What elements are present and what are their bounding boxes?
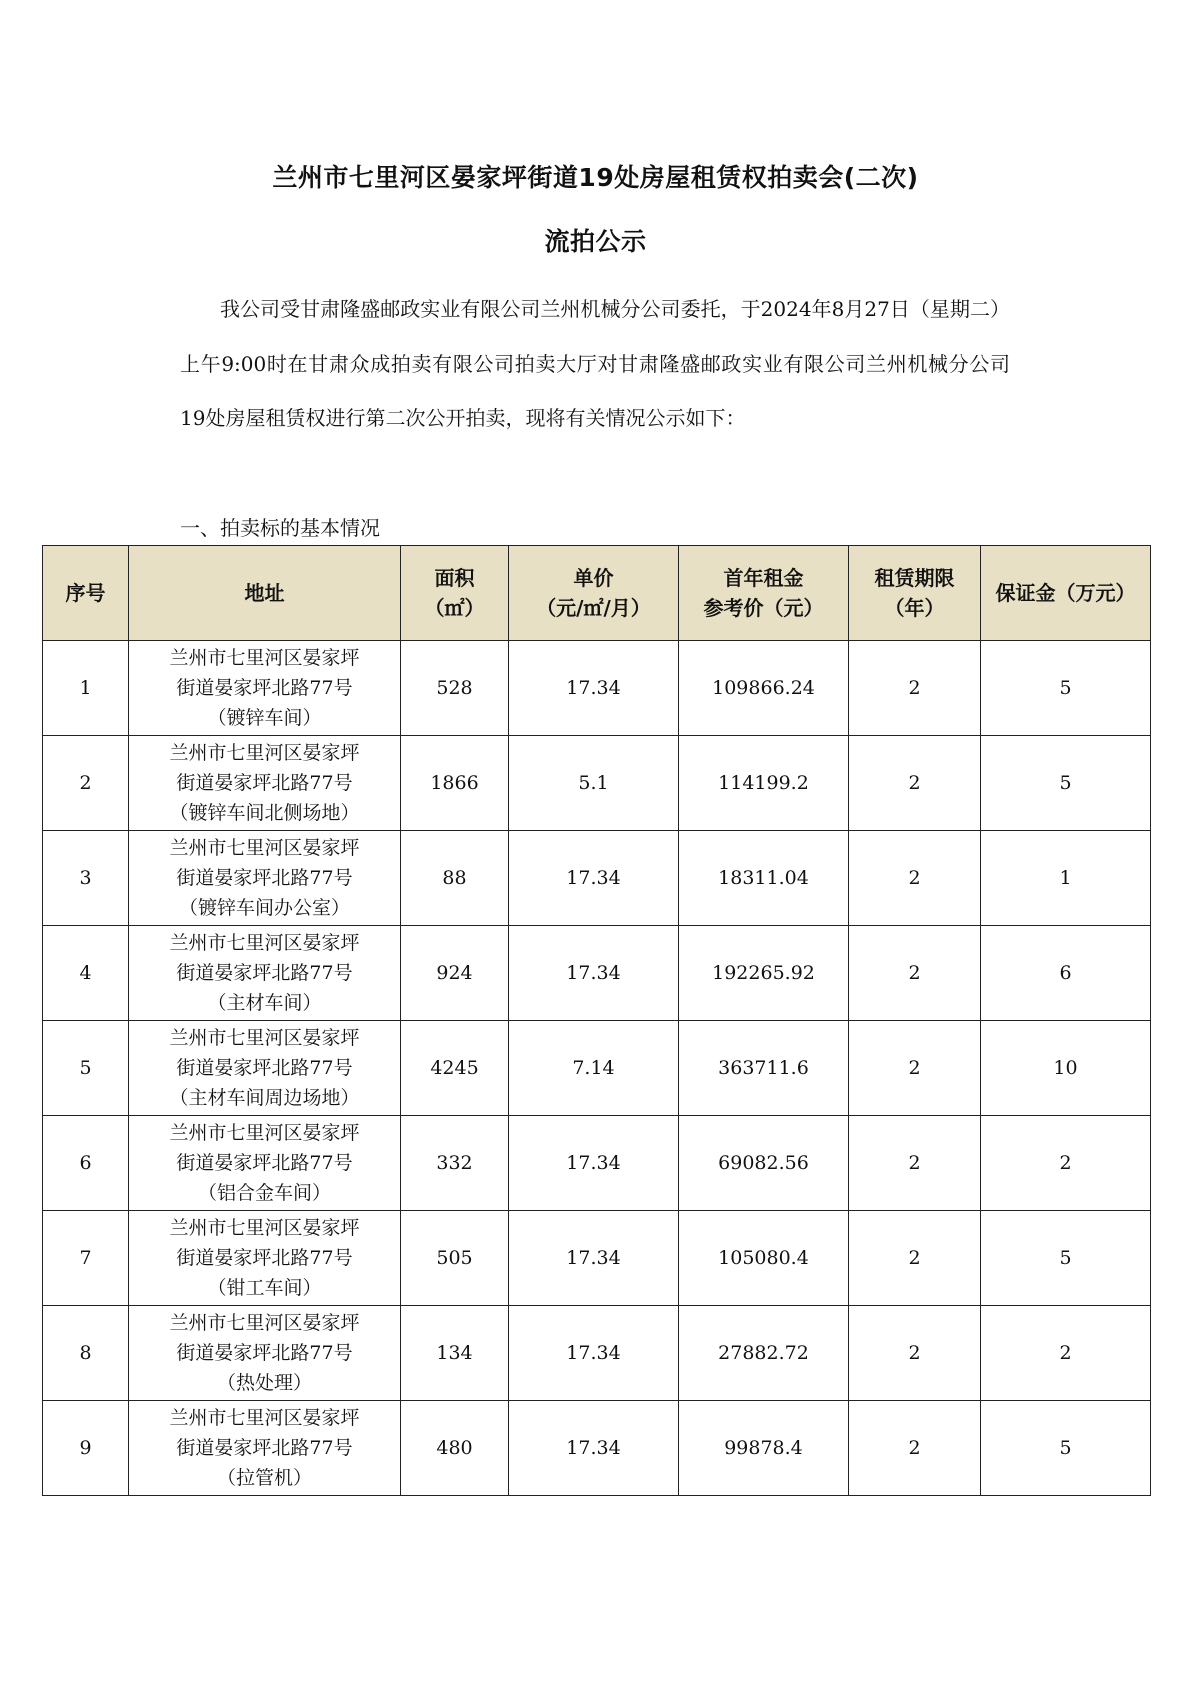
- cell-deposit: 2: [981, 1306, 1151, 1401]
- header-term-line2: （年）: [884, 596, 945, 620]
- cell-first-year-rent: 27882.72: [679, 1306, 849, 1401]
- cell-unit-price: 17.34: [509, 641, 679, 736]
- cell-deposit: 5: [981, 641, 1151, 736]
- cell-area: 924: [401, 926, 509, 1021]
- cell-first-year-rent: 69082.56: [679, 1116, 849, 1211]
- cell-deposit: 5: [981, 1401, 1151, 1496]
- header-deposit: 保证金（万元）: [981, 546, 1151, 641]
- cell-lease-term: 2: [849, 1401, 981, 1496]
- cell-lease-term: 2: [849, 1211, 981, 1306]
- header-rent-line1: 首年租金: [723, 566, 804, 590]
- cell-unit-price: 17.34: [509, 1116, 679, 1211]
- document-subtitle: 流拍公示: [544, 227, 647, 256]
- table-row: [43, 1306, 1151, 1401]
- cell-address: 兰州市七里河区晏家坪 街道晏家坪北路77号 （镀锌车间办公室）: [129, 831, 401, 926]
- cell-no: 9: [43, 1401, 129, 1496]
- table-row: [43, 1021, 1151, 1116]
- header-area-line1: 面积: [434, 566, 475, 590]
- cell-no: 8: [43, 1306, 129, 1401]
- cell-deposit: 5: [981, 1211, 1151, 1306]
- cell-address: 兰州市七里河区晏家坪 街道晏家坪北路77号 （镀锌车间北侧场地）: [129, 736, 401, 831]
- cell-first-year-rent: 105080.4: [679, 1211, 849, 1306]
- cell-area: 528: [401, 641, 509, 736]
- cell-address: 兰州市七里河区晏家坪 街道晏家坪北路77号 （拉管机）: [129, 1401, 401, 1496]
- cell-lease-term: 2: [849, 926, 981, 1021]
- table-row: [43, 831, 1151, 926]
- cell-no: 4: [43, 926, 129, 1021]
- cell-no: 6: [43, 1116, 129, 1211]
- header-area-line2: （㎡）: [424, 596, 485, 620]
- cell-deposit: 6: [981, 926, 1151, 1021]
- auction-items-table: [42, 545, 1151, 1496]
- table-row: [43, 1211, 1151, 1306]
- cell-first-year-rent: 114199.2: [679, 736, 849, 831]
- cell-deposit: 1: [981, 831, 1151, 926]
- table-row: [43, 926, 1151, 1021]
- cell-address: 兰州市七里河区晏家坪 街道晏家坪北路77号 （镀锌车间）: [129, 641, 401, 736]
- cell-lease-term: 2: [849, 1306, 981, 1401]
- cell-unit-price: 17.34: [509, 831, 679, 926]
- cell-address: 兰州市七里河区晏家坪 街道晏家坪北路77号 （铝合金车间）: [129, 1116, 401, 1211]
- cell-deposit: 10: [981, 1021, 1151, 1116]
- cell-no: 3: [43, 831, 129, 926]
- intro-paragraph: 我公司受甘肃隆盛邮政实业有限公司兰州机械分公司委托，于2024年8月27日（星期二）上午9:00时在甘肃众成拍卖有限公司拍卖大厅对甘肃隆盛邮政实业有限公司兰州机械分公司19处房屋租赁权进行第二次公开拍卖，现将有关情况公示如下：: [180, 297, 1010, 430]
- header-term-line1: 租赁期限: [874, 566, 955, 590]
- cell-first-year-rent: 363711.6: [679, 1021, 849, 1116]
- header-rent-line2: 参考价（元）: [703, 596, 824, 620]
- cell-area: 134: [401, 1306, 509, 1401]
- cell-first-year-rent: 109866.24: [679, 641, 849, 736]
- cell-unit-price: 5.1: [509, 736, 679, 831]
- cell-lease-term: 2: [849, 831, 981, 926]
- table-header-row: [43, 546, 1151, 641]
- table-row: [43, 736, 1151, 831]
- cell-unit-price: 17.34: [509, 1401, 679, 1496]
- cell-first-year-rent: 18311.04: [679, 831, 849, 926]
- cell-deposit: 5: [981, 736, 1151, 831]
- cell-area: 332: [401, 1116, 509, 1211]
- cell-address: 兰州市七里河区晏家坪 街道晏家坪北路77号 （主材车间）: [129, 926, 401, 1021]
- cell-deposit: 2: [981, 1116, 1151, 1211]
- cell-unit-price: 7.14: [509, 1021, 679, 1116]
- document-title: 兰州市七里河区晏家坪街道19处房屋租赁权拍卖会(二次): [272, 163, 919, 192]
- cell-lease-term: 2: [849, 1021, 981, 1116]
- cell-address: 兰州市七里河区晏家坪 街道晏家坪北路77号 （主材车间周边场地）: [129, 1021, 401, 1116]
- header-area: [401, 546, 509, 641]
- cell-address: 兰州市七里河区晏家坪 街道晏家坪北路77号 （钳工车间）: [129, 1211, 401, 1306]
- cell-area: 1866: [401, 736, 509, 831]
- header-price-line2: （元/㎡/月）: [536, 596, 651, 620]
- cell-unit-price: 17.34: [509, 926, 679, 1021]
- cell-unit-price: 17.34: [509, 1211, 679, 1306]
- cell-lease-term: 2: [849, 641, 981, 736]
- header-first-year-rent: [679, 546, 849, 641]
- cell-no: 5: [43, 1021, 129, 1116]
- table-row: [43, 1401, 1151, 1496]
- header-no: 序号: [43, 546, 129, 641]
- header-lease-term: [849, 546, 981, 641]
- table-row: [43, 1116, 1151, 1211]
- cell-area: 4245: [401, 1021, 509, 1116]
- table-row: [43, 641, 1151, 736]
- cell-no: 1: [43, 641, 129, 736]
- cell-unit-price: 17.34: [509, 1306, 679, 1401]
- section-heading: 一、拍卖标的基本情况: [180, 516, 380, 540]
- cell-area: 88: [401, 831, 509, 926]
- cell-area: 480: [401, 1401, 509, 1496]
- cell-lease-term: 2: [849, 1116, 981, 1211]
- cell-area: 505: [401, 1211, 509, 1306]
- header-address: 地址: [129, 546, 401, 641]
- header-unit-price: [509, 546, 679, 641]
- cell-lease-term: 2: [849, 736, 981, 831]
- cell-no: 2: [43, 736, 129, 831]
- header-price-line1: 单价: [573, 566, 614, 590]
- cell-first-year-rent: 192265.92: [679, 926, 849, 1021]
- cell-first-year-rent: 99878.4: [679, 1401, 849, 1496]
- cell-no: 7: [43, 1211, 129, 1306]
- cell-address: 兰州市七里河区晏家坪 街道晏家坪北路77号 （热处理）: [129, 1306, 401, 1401]
